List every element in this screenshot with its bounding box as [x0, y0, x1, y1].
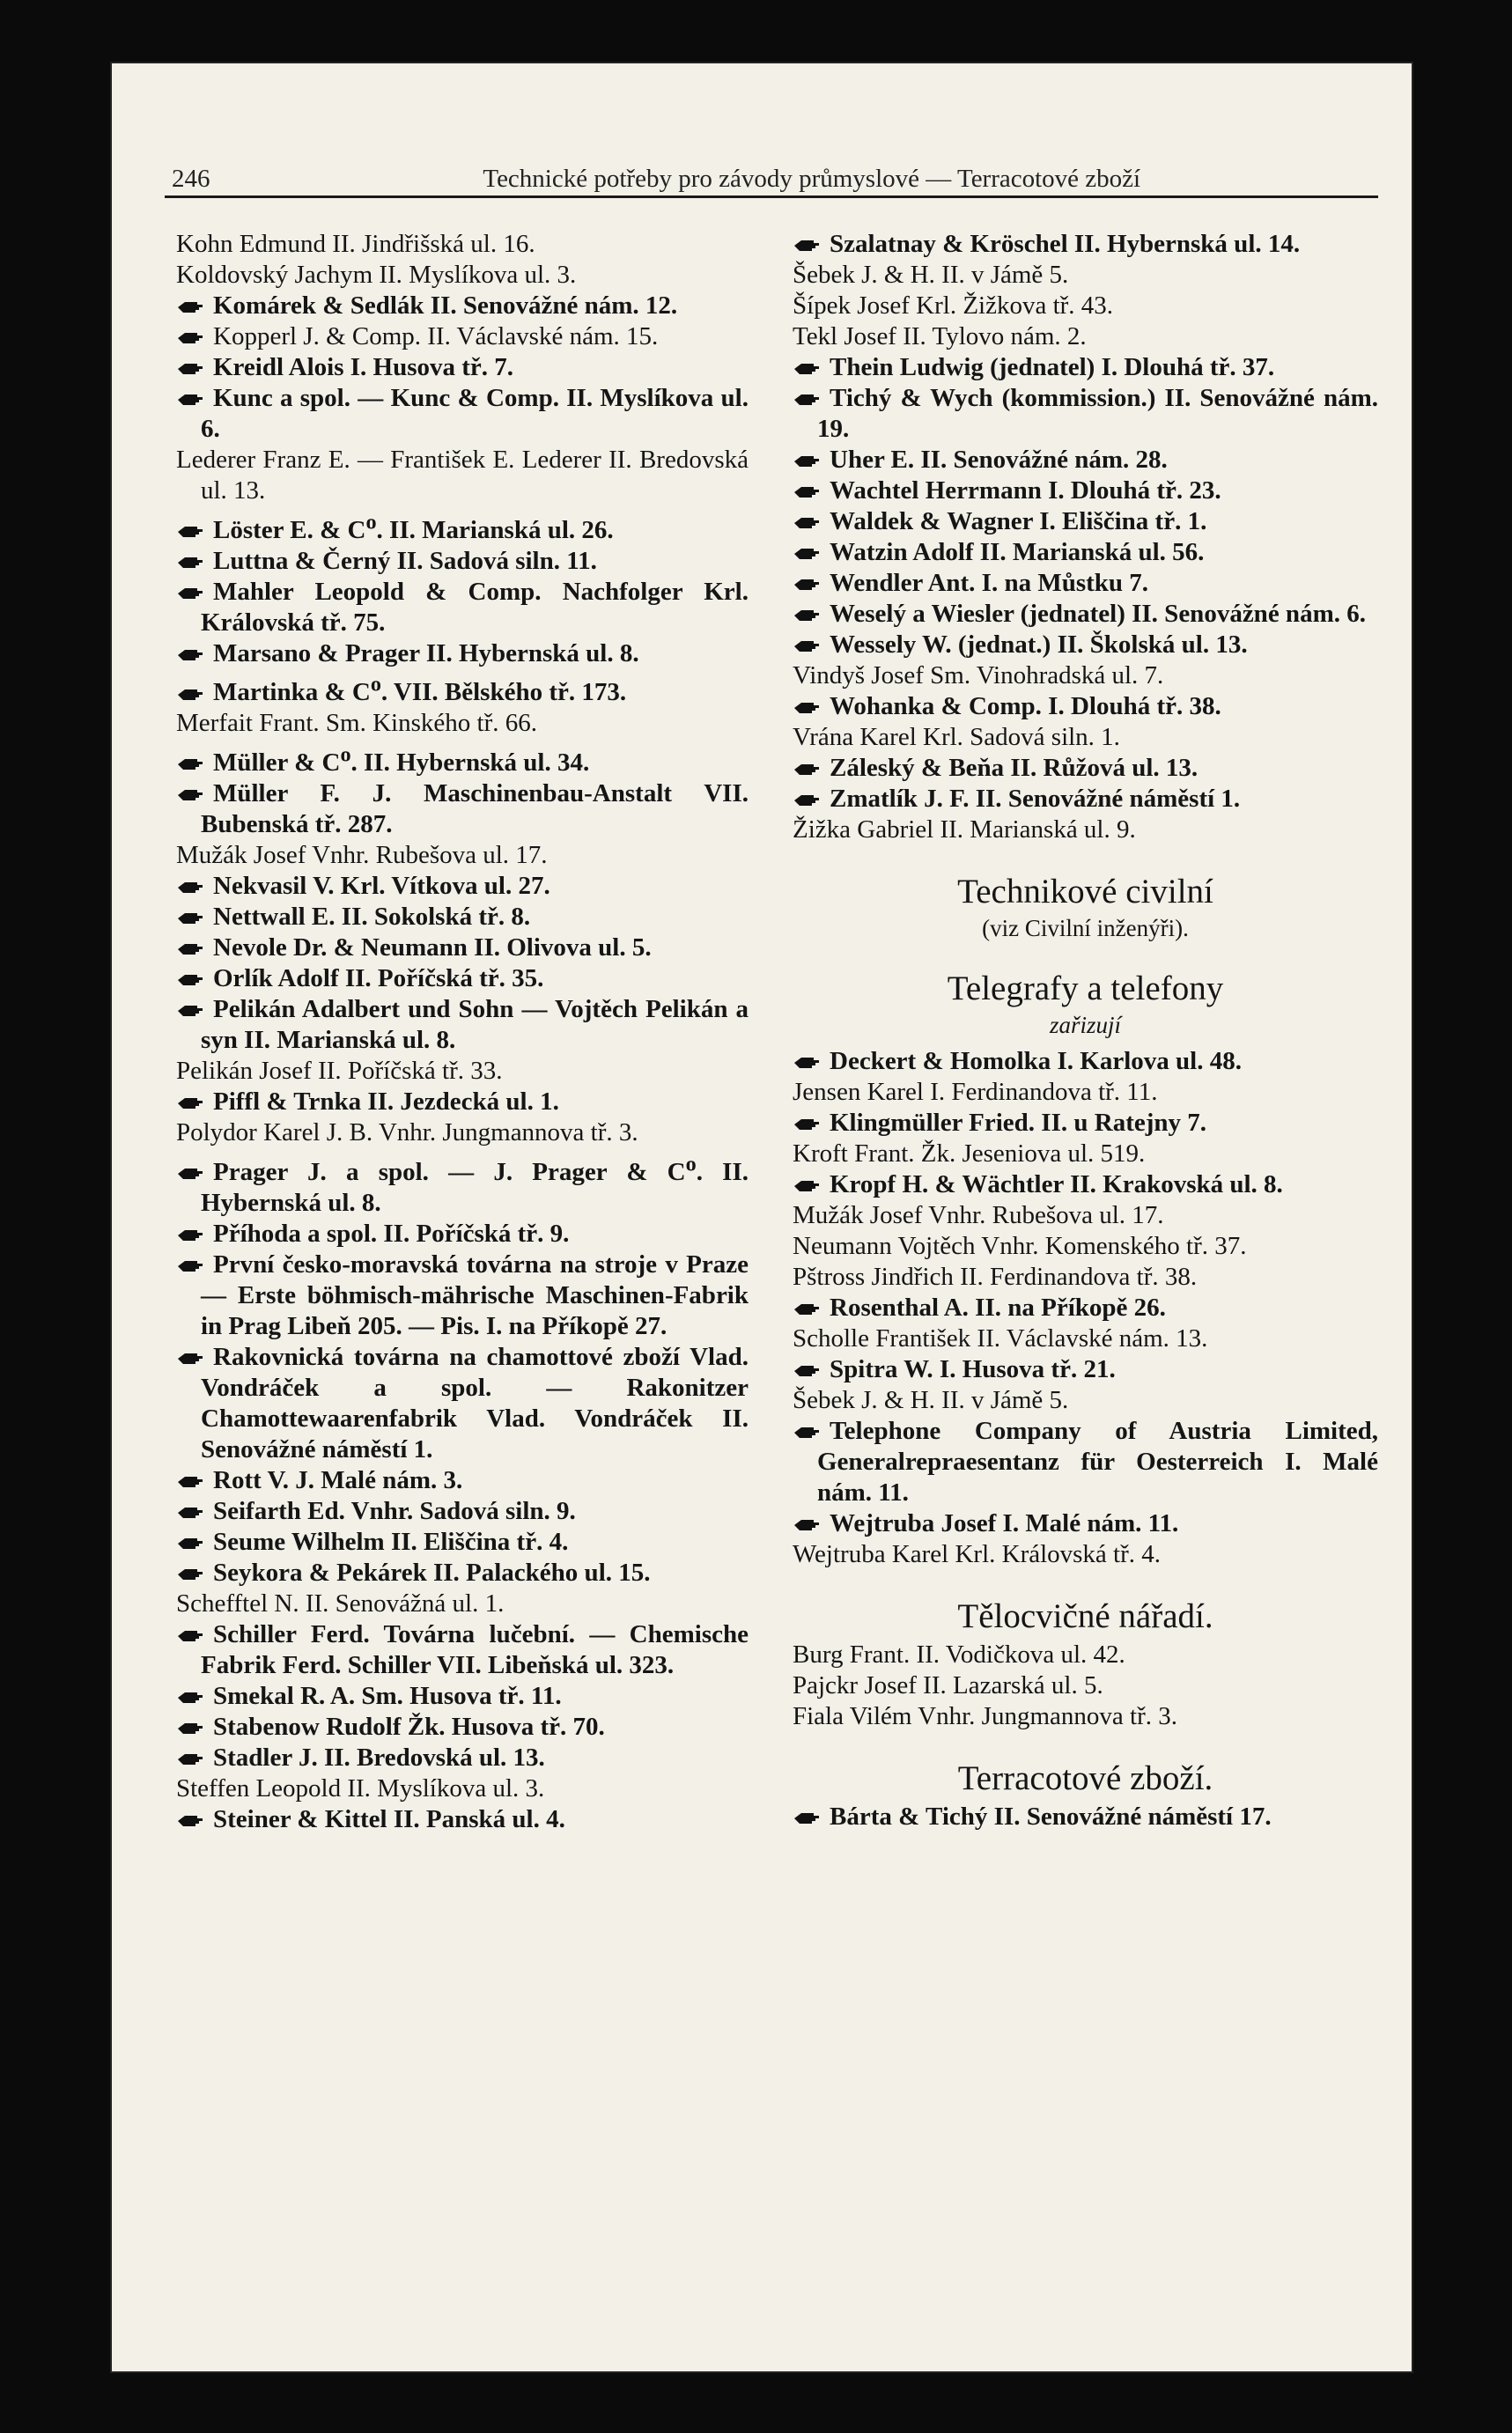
- directory-entry: [793, 630, 1378, 660]
- entry-text: Rosenthal A. II. na Příkopě 26.: [830, 1294, 1166, 1322]
- entry-text: Wessely W. (jednat.) II. Školská ul. 13.: [830, 630, 1248, 659]
- entry-text: Kohn Edmund II. Jindřišská ul. 16.: [176, 230, 535, 258]
- entry-text: Waldek & Wagner I. Eliščina tř. 1.: [830, 507, 1207, 535]
- directory-entry: [176, 739, 749, 778]
- directory-entry: [793, 722, 1378, 753]
- entry-text: Rott V. J. Malé nám. 3.: [213, 1465, 463, 1494]
- entry-text: Scholle František II. Václavské nám. 13.: [793, 1324, 1208, 1353]
- directory-entry: [793, 753, 1378, 784]
- entry-text: Löster E. & $C^o$. II. Marianská ul. 26.: [213, 510, 614, 544]
- entry-text: Wejtruba Josef I. Malé nám. 11.: [830, 1509, 1179, 1537]
- entry-text: Seifarth Ed. Vnhr. Sadová siln. 9.: [213, 1496, 576, 1525]
- pointing-hand-icon: [793, 1054, 821, 1072]
- directory-entry: [793, 1046, 1378, 1077]
- entry-text: Klingmüller Fried. II. u Ratejny 7.: [830, 1109, 1207, 1137]
- pointing-hand-icon: [793, 638, 821, 655]
- directory-entry: [176, 1804, 749, 1835]
- entry-text: Martinka & $C^o$. VII. Bělského tř. 173.: [213, 672, 627, 707]
- directory-entry: [793, 506, 1378, 537]
- pointing-hand-icon: [176, 1535, 204, 1552]
- entry-text: Wejtruba Karel Krl. Královská tř. 4.: [793, 1540, 1162, 1568]
- entry-text: Pelikán Josef II. Poříčská tř. 33.: [176, 1056, 503, 1085]
- directory-entry: [176, 1619, 749, 1681]
- directory-entry: [176, 933, 749, 963]
- directory-entry: [793, 1385, 1378, 1416]
- directory-entry: [793, 1139, 1378, 1169]
- pointing-hand-icon: [793, 761, 821, 778]
- entry-text: Kunc a spol. — Kunc & Comp. II. Myslíkova ul. 6.: [201, 384, 749, 443]
- entry-text: Kropf H. & Wächtler II. Krakovská ul. 8.: [830, 1170, 1283, 1198]
- pointing-hand-icon: [176, 786, 204, 804]
- directory-entry: [176, 291, 749, 321]
- directory-entry: [793, 383, 1378, 445]
- pointing-hand-icon: [176, 585, 204, 602]
- entry-text: Steffen Leopold II. Myslíkova ul. 3.: [176, 1773, 545, 1803]
- pointing-hand-icon: [793, 699, 821, 717]
- pointing-hand-icon: [176, 879, 204, 896]
- running-title: Technické potřeby pro závody průmyslové — Terracotové zboží: [483, 165, 1141, 193]
- entry-text: Smekal R. A. Sm. Husova tř. 11.: [213, 1681, 562, 1710]
- header-rule: [165, 195, 1378, 198]
- entry-text: Nevole Dr. & Neumann II. Olivova ul. 5.: [213, 933, 652, 962]
- directory-entry: [793, 815, 1378, 845]
- pointing-hand-icon: [176, 299, 204, 316]
- pointing-hand-icon: [793, 1301, 821, 1318]
- pointing-hand-icon: [793, 453, 821, 470]
- pointing-hand-icon: [176, 756, 204, 773]
- right-entries-top: [793, 229, 1378, 845]
- pointing-hand-icon: [176, 686, 204, 704]
- directory-entry: [793, 1323, 1378, 1354]
- entry-text: Stadler J. II. Bredovská ul. 13.: [213, 1743, 545, 1772]
- pointing-hand-icon: [176, 523, 204, 541]
- entry-text: Fiala Vilém Vnhr. Jungmannova tř. 3.: [793, 1702, 1177, 1730]
- entry-text: Seume Wilhelm II. Eliščina tř. 4.: [213, 1527, 569, 1556]
- pointing-hand-icon: [793, 1177, 821, 1195]
- pointing-hand-icon: [176, 1165, 204, 1183]
- directory-entry: [793, 537, 1378, 568]
- pointing-hand-icon: [793, 545, 821, 563]
- pointing-hand-icon: [176, 1257, 204, 1275]
- pointing-hand-icon: [793, 237, 821, 254]
- section-title-telocvicne: Tělocvičné nářadí.: [957, 1597, 1213, 1635]
- directory-entry: [176, 260, 749, 291]
- directory-entry: [176, 1148, 749, 1219]
- pointing-hand-icon: [176, 1812, 204, 1830]
- directory-entry: [793, 1169, 1378, 1200]
- entry-text: Bárta & Tichý II. Senovážné náměstí 17.: [830, 1803, 1272, 1831]
- entry-text: Deckert & Homolka I. Karlova ul. 48.: [830, 1047, 1242, 1075]
- pointing-hand-icon: [176, 910, 204, 927]
- directory-entry: [793, 1508, 1378, 1539]
- directory-entry: [793, 445, 1378, 476]
- telegraph-entries: [793, 1046, 1378, 1570]
- entry-text: Mužák Josef Vnhr. Rubešova ul. 17.: [176, 840, 548, 869]
- directory-entry: [176, 778, 749, 840]
- pointing-hand-icon: [793, 483, 821, 501]
- directory-entry: [793, 1231, 1378, 1262]
- directory-entry: [176, 1056, 749, 1087]
- pointing-hand-icon: [176, 1627, 204, 1645]
- directory-entry: [793, 1293, 1378, 1323]
- entry-text: Wohanka & Comp. I. Dlouhá tř. 38.: [830, 692, 1221, 720]
- entry-text: Kreidl Alois I. Husova tř. 7.: [213, 353, 514, 381]
- directory-entry: [793, 1108, 1378, 1139]
- pointing-hand-icon: [793, 391, 821, 409]
- directory-entry: [793, 599, 1378, 630]
- entry-text: Neumann Vojtěch Vnhr. Komenského tř. 37.: [793, 1232, 1247, 1260]
- pointing-hand-icon: [176, 1350, 204, 1368]
- entry-text: Šebek J. & H. II. v Jámě 5.: [793, 1386, 1069, 1414]
- directory-entry: [176, 963, 749, 994]
- directory-entry: [176, 840, 749, 871]
- entry-text: Müller & $C^o$. II. Hybernská ul. 34.: [213, 742, 590, 777]
- gym-entries: [793, 1640, 1378, 1732]
- pointing-hand-icon: [176, 1095, 204, 1112]
- pointing-hand-icon: [793, 1516, 821, 1534]
- entry-text: Šebek J. & H. II. v Jámě 5.: [793, 261, 1069, 289]
- entry-text: Telephone Company of Austria Limited, Generalrepraesentanz für Oesterreich I. Malé nám. 11.: [817, 1417, 1378, 1507]
- page-header: [172, 141, 1378, 194]
- directory-entry: [793, 691, 1378, 722]
- entry-text: První česko-moravská továrna na stroje v Praze — Erste böhmisch-mährische Maschinen-Fabrik in Prag Libeň 205. — Pis. I. na Příkopě 27.: [201, 1250, 749, 1340]
- section-title-telegrafy: Telegrafy a telefony: [947, 970, 1224, 1007]
- entry-text: Müller F. J. Maschinenbau-Anstalt VII. Bubenská tř. 287.: [201, 778, 749, 838]
- directory-entry: [176, 1712, 749, 1743]
- entry-text: Marsano & Prager II. Hybernská ul. 8.: [213, 638, 639, 667]
- terracotta-entries: [793, 1802, 1378, 1832]
- pointing-hand-icon: [176, 1720, 204, 1737]
- pointing-hand-icon: [793, 360, 821, 378]
- directory-entry: [793, 1262, 1378, 1293]
- directory-entry: [793, 1200, 1378, 1231]
- entry-text: Pajckr Josef II. Lazarská ul. 5.: [793, 1671, 1103, 1699]
- pointing-hand-icon: [176, 971, 204, 989]
- directory-entry: [176, 1527, 749, 1558]
- entry-text: Merfait Frant. Sm. Kinského tř. 66.: [176, 709, 537, 738]
- directory-entry: [176, 229, 749, 260]
- entry-text: Vrána Karel Krl. Sadová siln. 1.: [793, 723, 1120, 751]
- pointing-hand-icon: [176, 554, 204, 571]
- entry-text: Nekvasil V. Krl. Vítkova ul. 27.: [213, 871, 550, 900]
- pointing-hand-icon: [793, 1116, 821, 1133]
- directory-entry: [176, 871, 749, 902]
- directory-entry: [793, 476, 1378, 506]
- directory-entry: [176, 352, 749, 383]
- entry-text: Příhoda a spol. II. Poříčská tř. 9.: [213, 1219, 570, 1248]
- entry-text: Vindyš Josef Sm. Vinohradská ul. 7.: [793, 661, 1164, 689]
- entry-text: Rakovnická továrna na chamottové zboží Vlad. Vondráček a spol. — Rakonitzer Chamottewaarenfabrik Vlad. Vondráček II. Senovážné náměstí 1.: [201, 1342, 749, 1463]
- directory-entry: [793, 1802, 1378, 1832]
- pointing-hand-icon: [176, 1751, 204, 1768]
- entry-text: Lederer Franz E. — František E. Lederer II. Bredovská ul. 13.: [176, 446, 749, 505]
- directory-entry: [176, 1250, 749, 1342]
- directory-entry: [793, 568, 1378, 599]
- entry-text: Piffl & Trnka II. Jezdecká ul. 1.: [213, 1087, 559, 1116]
- pointing-hand-icon: [793, 1810, 821, 1827]
- entry-text: Burg Frant. II. Vodičkova ul. 42.: [793, 1640, 1125, 1669]
- entry-text: Wendler Ant. I. na Můstku 7.: [830, 569, 1149, 597]
- right-column: [793, 229, 1378, 1832]
- directory-entry: [176, 445, 749, 506]
- directory-entry: [793, 1701, 1378, 1732]
- directory-entry: [176, 1743, 749, 1773]
- directory-entry: [176, 1465, 749, 1496]
- directory-entry: [176, 1219, 749, 1250]
- entry-text: Orlík Adolf II. Poříčská tř. 35.: [213, 963, 544, 992]
- directory-entry: [176, 708, 749, 739]
- directory-entry: [176, 994, 749, 1056]
- entry-text: Prager J. a spol. — J. Prager & $C^o$. II. Hybernská ul. 8.: [201, 1151, 749, 1217]
- pointing-hand-icon: [176, 329, 204, 347]
- directory-entry: [176, 1589, 749, 1619]
- pointing-hand-icon: [176, 1002, 204, 1020]
- directory-entry: [793, 291, 1378, 321]
- entry-text: Jensen Karel I. Ferdinandova tř. 11.: [793, 1078, 1158, 1106]
- directory-entry: [176, 546, 749, 577]
- directory-entry: [176, 1558, 749, 1589]
- pointing-hand-icon: [793, 514, 821, 532]
- pointing-hand-icon: [176, 391, 204, 409]
- section-note-technikove: (viz Civilní inženýři).: [982, 915, 1189, 941]
- entry-text: Kroft Frant. Žk. Jeseniova ul. 519.: [793, 1139, 1146, 1168]
- section-subtitle-telegrafy: zařizují: [1049, 1012, 1122, 1038]
- left-column: [176, 229, 749, 1835]
- pointing-hand-icon: [793, 1362, 821, 1380]
- directory-entry: [176, 577, 749, 638]
- section-title-technikove: Technikové civilní: [957, 873, 1213, 911]
- directory-entry: [176, 383, 749, 445]
- entry-text: Watzin Adolf II. Marianská ul. 56.: [830, 538, 1205, 566]
- entry-text: Schiller Ferd. Továrna lučební. — Chemische Fabrik Ferd. Schiller VII. Libeňská ul. 323.: [201, 1619, 749, 1679]
- pointing-hand-icon: [793, 607, 821, 624]
- entry-text: Žižka Gabriel II. Marianská ul. 9.: [793, 815, 1136, 844]
- entry-text: Schefftel N. II. Senovážná ul. 1.: [176, 1589, 505, 1618]
- entry-text: Komárek & Sedlák II. Senovážné nám. 12.: [213, 291, 678, 320]
- pointing-hand-icon: [176, 1504, 204, 1522]
- pointing-hand-icon: [176, 1227, 204, 1244]
- entry-text: Uher E. II. Senovážné nám. 28.: [830, 446, 1168, 474]
- entry-text: Luttna & Černý II. Sadová siln. 11.: [213, 546, 597, 575]
- book-page: [110, 62, 1413, 2373]
- entry-text: Mahler Leopold & Comp. Nachfolger Krl. Královská tř. 75.: [201, 577, 749, 637]
- directory-entry: [176, 1342, 749, 1465]
- directory-entry: [793, 1416, 1378, 1508]
- directory-entry: [176, 1087, 749, 1117]
- directory-entry: [793, 1354, 1378, 1385]
- pointing-hand-icon: [793, 1424, 821, 1441]
- entry-text: Šípek Josef Krl. Žižkova tř. 43.: [793, 291, 1114, 320]
- directory-entry: [176, 1773, 749, 1804]
- entry-text: Koldovský Jachym II. Myslíkova ul. 3.: [176, 261, 577, 289]
- pointing-hand-icon: [176, 1473, 204, 1491]
- entry-text: Seykora & Pekárek II. Palackého ul. 15.: [213, 1558, 651, 1587]
- entry-text: Pelikán Adalbert und Sohn — Vojtěch Pelikán a syn II. Marianská ul. 8.: [201, 994, 749, 1054]
- pointing-hand-icon: [176, 940, 204, 958]
- pointing-hand-icon: [176, 1689, 204, 1707]
- page-number: 246: [172, 165, 210, 193]
- directory-entry: [793, 260, 1378, 291]
- entry-text: Wachtel Herrmann I. Dlouhá tř. 23.: [830, 476, 1221, 505]
- directory-entry: [176, 1117, 749, 1148]
- directory-entry: [176, 1681, 749, 1712]
- pointing-hand-icon: [176, 646, 204, 664]
- entry-text: Nettwall E. II. Sokolská tř. 8.: [213, 902, 531, 931]
- entry-text: Tekl Josef II. Tylovo nám. 2.: [793, 322, 1087, 350]
- directory-entry: [176, 669, 749, 709]
- entry-text: Polydor Karel J. B. Vnhr. Jungmannova tř. 3.: [176, 1117, 638, 1146]
- entry-text: Tichý & Wych (kommission.) II. Senovážné nám. 19.: [817, 384, 1378, 443]
- entry-text: Szalatnay & Kröschel II. Hybernská ul. 14.: [830, 230, 1301, 258]
- directory-entry: [176, 902, 749, 933]
- pointing-hand-icon: [793, 792, 821, 809]
- pointing-hand-icon: [176, 360, 204, 378]
- directory-entry: [793, 229, 1378, 260]
- directory-entry: [793, 321, 1378, 352]
- directory-entry: [793, 1640, 1378, 1670]
- entry-text: Weselý a Wiesler (jednatel) II. Senovážné nám. 6.: [830, 600, 1366, 628]
- directory-entry: [176, 321, 749, 352]
- directory-entry: [793, 1670, 1378, 1701]
- entry-text: Pštross Jindřich II. Ferdinandova tř. 38.: [793, 1263, 1198, 1291]
- directory-entry: [176, 1496, 749, 1527]
- entry-text: Zmatlík J. F. II. Senovážné náměstí 1.: [830, 785, 1241, 813]
- entry-text: Mužák Josef Vnhr. Rubešova ul. 17.: [793, 1201, 1164, 1229]
- entry-text: Záleský & Beňa II. Růžová ul. 13.: [830, 754, 1199, 782]
- entry-text: Thein Ludwig (jednatel) I. Dlouhá tř. 37.: [830, 353, 1275, 381]
- directory-entry: [793, 352, 1378, 383]
- directory-entry: [793, 784, 1378, 815]
- pointing-hand-icon: [793, 576, 821, 594]
- directory-entry: [793, 1077, 1378, 1108]
- directory-entry: [793, 1539, 1378, 1570]
- section-title-terracotove: Terracotové zboží.: [957, 1759, 1213, 1797]
- entry-text: Stabenow Rudolf Žk. Husova tř. 70.: [213, 1712, 605, 1741]
- entry-text: Spitra W. I. Husova tř. 21.: [830, 1355, 1116, 1383]
- entry-text: Steiner & Kittel II. Panská ul. 4.: [213, 1804, 565, 1833]
- directory-entry: [793, 660, 1378, 691]
- pointing-hand-icon: [176, 1566, 204, 1583]
- directory-entry: [176, 638, 749, 669]
- entry-text: Kopperl J. & Comp. II. Václavské nám. 15.: [213, 322, 659, 350]
- directory-entry: [176, 506, 749, 546]
